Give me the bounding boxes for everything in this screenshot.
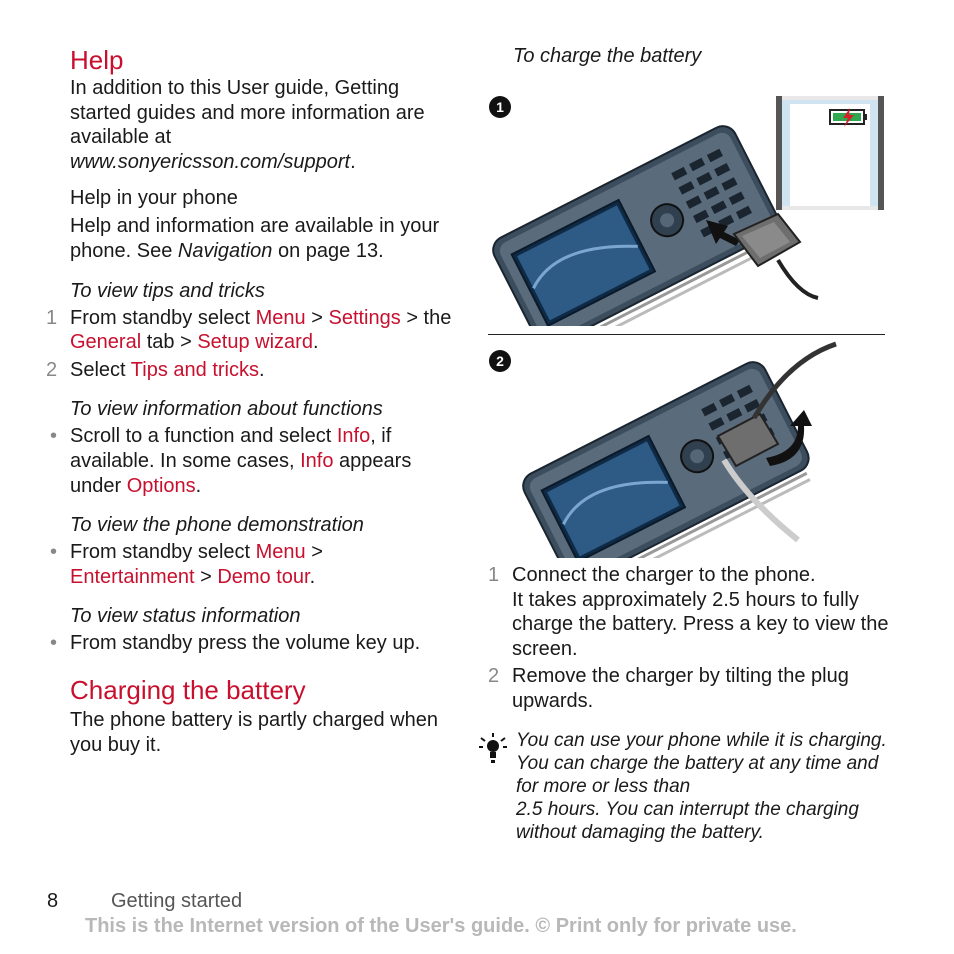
options-link: Options (126, 474, 196, 497)
setup-wizard-link: Setup wizard (197, 331, 313, 354)
list-item: 2 Remove the charger by tilting the plug upwards. (488, 665, 849, 712)
functions-steps (50, 424, 455, 498)
functions-heading: To view information about functions (70, 398, 383, 421)
help-in-phone-text: Help and information are available in your phone. See Navigation on page 13. (70, 215, 440, 262)
list-item: • From standby select Menu > Entertainment > Demo tour. (50, 541, 323, 588)
list-item: 2 Select Tips and tricks. (46, 358, 265, 381)
figure-1-number: 1 (489, 96, 511, 118)
phone-charger-illustration (478, 94, 888, 326)
navigation-ref: Navigation (177, 239, 273, 262)
status-steps (50, 631, 455, 656)
right-column (488, 44, 888, 68)
charging-text: The phone battery is partly charged when you buy it. (70, 708, 438, 756)
demo-tour-link: Demo tour (217, 565, 310, 588)
settings-link: Settings (328, 306, 401, 329)
info-link: Info (336, 425, 371, 448)
page-number: 8 (47, 890, 59, 912)
phone-body (488, 121, 788, 326)
general-link: General (70, 331, 142, 354)
demo-steps (50, 540, 455, 589)
menu-link: Menu (255, 306, 306, 329)
info-link: Info (300, 449, 334, 472)
menu-link: Menu (255, 541, 306, 564)
demo-heading: To view the phone demonstration (70, 514, 364, 537)
charge-heading: To charge the battery (513, 45, 702, 67)
help-intro: In addition to this User guide, Getting started guides and more information are available at www.sonyericsson.com/support. (70, 77, 425, 173)
figure-2-remove-charger (498, 340, 838, 563)
section-name: Getting started (111, 890, 243, 912)
figure-divider (488, 334, 885, 335)
charging-title: Charging the battery (70, 674, 306, 705)
list-item: 1 Connect the charger to the phone. It takes approximately 2.5 hours to fully charge the battery. Press a key to view the screen. (488, 564, 889, 660)
tip-lightbulb-icon (478, 732, 508, 771)
list-item: 1 From standby select Menu > Settings > the General tab > Setup wizard. (46, 306, 452, 354)
left-column (46, 44, 455, 757)
list-item: • From standby press the volume key up. (50, 632, 421, 655)
tip-text: You can use your phone while it is charging. You can charge the battery at any time and for more or less than 2.5 hours. You can interrupt the charging without damaging the battery. (516, 730, 887, 843)
battery-screen-inset (776, 96, 884, 210)
support-url[interactable]: www.sonyericsson.com/support (70, 150, 351, 173)
status-heading: To view status information (70, 605, 301, 628)
help-in-phone-heading: Help in your phone (70, 187, 238, 210)
tips-steps (46, 306, 455, 383)
remove-charger-illustration (498, 340, 838, 558)
copyright-note: This is the Internet version of the User's guide. © Print only for private use. (85, 915, 797, 937)
tips-and-tricks-link: Tips and tricks (130, 358, 259, 381)
charge-steps (488, 563, 897, 714)
battery-charging-icon (830, 108, 867, 127)
tips-heading: To view tips and tricks (70, 279, 265, 302)
list-item: • Scroll to a function and select Info, if available. In some cases, Info appears under Options. (50, 425, 412, 497)
figure-1-phone-charger (478, 94, 888, 331)
help-title: Help (70, 45, 124, 75)
entertainment-link: Entertainment (70, 565, 195, 588)
figure-2-number: 2 (489, 350, 511, 372)
